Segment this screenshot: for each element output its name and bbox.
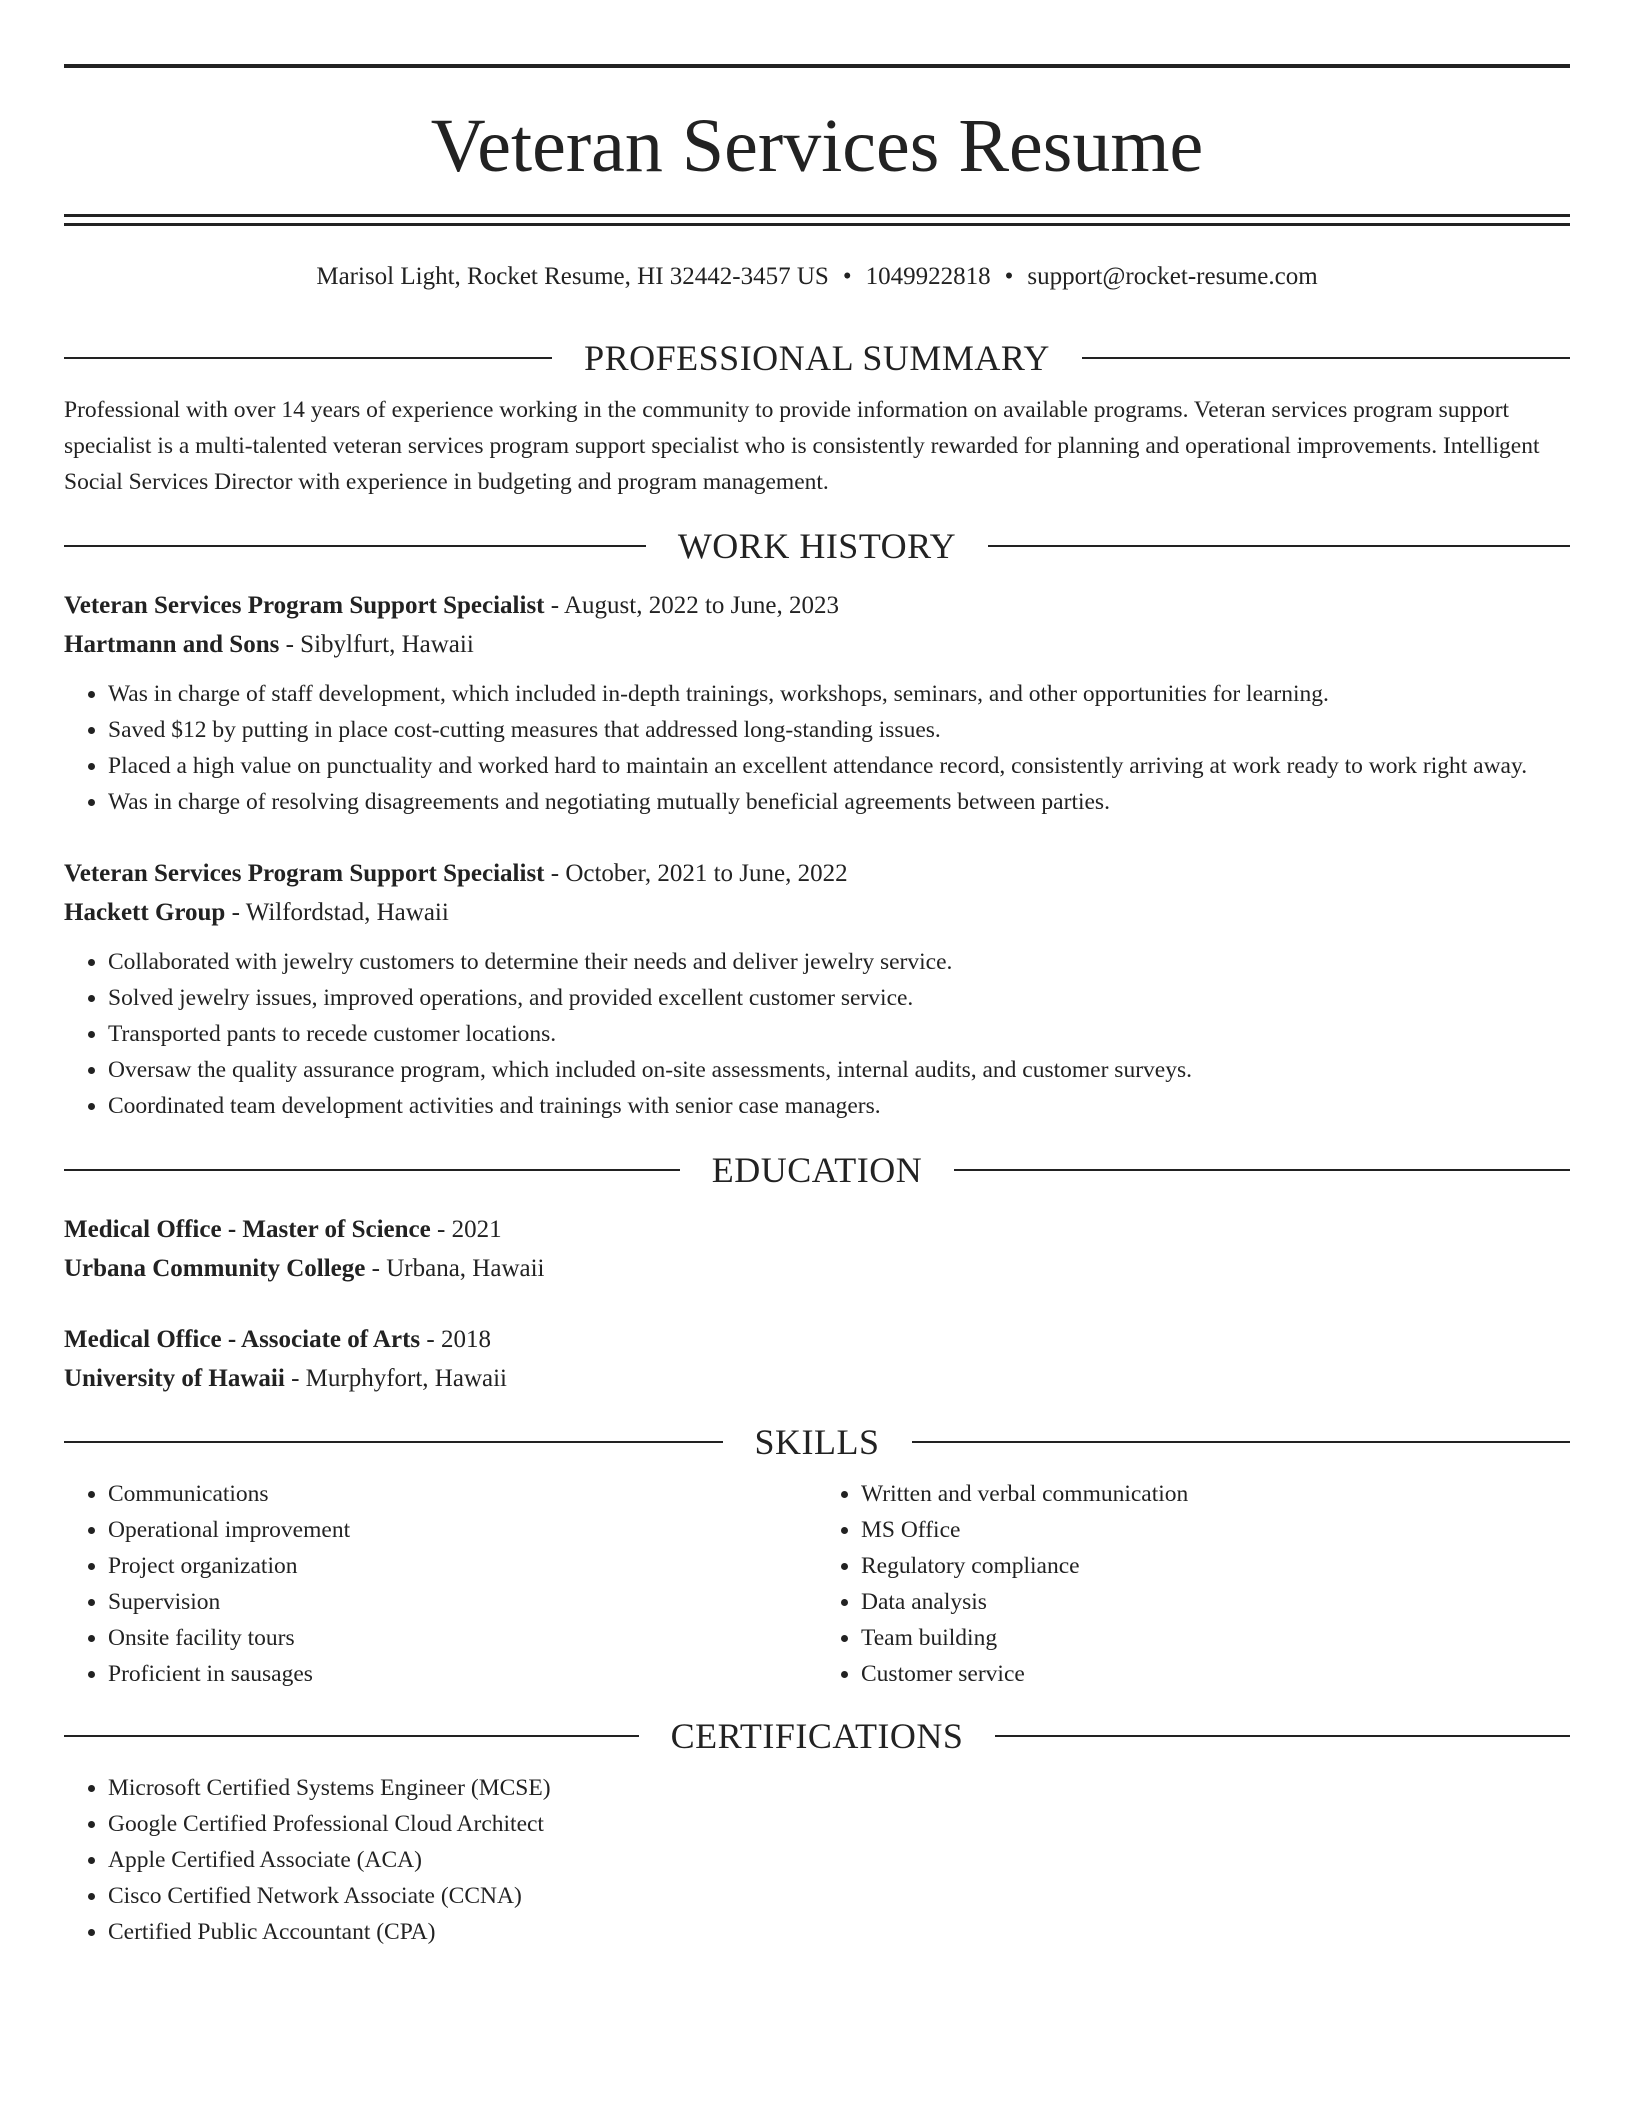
contact-separator: • <box>1004 263 1014 290</box>
job-bullets <box>64 676 1570 820</box>
heading-rule <box>64 1441 723 1443</box>
job-entry <box>64 854 1570 1124</box>
education-year: - 2018 <box>420 1326 491 1353</box>
skill-item: • Data analysis <box>861 1584 1570 1620</box>
education-entry <box>64 1320 1570 1398</box>
list-item: • Saved $12 by putting in place cost-cutting measures that addressed long-standing issues. <box>108 712 1570 748</box>
section-heading-summary <box>64 340 1570 376</box>
contact-line <box>64 262 1570 292</box>
list-item: • Was in charge of staff development, which included in-depth trainings, workshops, seminars, and other opportunities for learning. <box>108 676 1570 712</box>
contact-email: support@rocket-resume.com <box>1027 263 1318 290</box>
heading-rule <box>954 1169 1570 1171</box>
certifications-heading: CERTIFICATIONS <box>670 1716 964 1756</box>
section-heading-work <box>64 528 1570 564</box>
education-degree-line <box>64 1320 1570 1359</box>
skill-item: • Written and verbal communication <box>861 1476 1570 1512</box>
heading-rule <box>995 1735 1570 1737</box>
skill-item: • Team building <box>861 1620 1570 1656</box>
skill-item: • Onsite facility tours <box>108 1620 817 1656</box>
job-dates: - October, 2021 to June, 2022 <box>544 860 848 887</box>
summary-text: Professional with over 14 years of experience working in the community to provide information on available programs. Veteran services program support specialist is a multi-talented veteran services program support specialist who is consistently rewarded for planning and operational improvements. Intelligent Social Services Director with experience in budgeting and program management. <box>64 397 1540 495</box>
heading-rule <box>988 545 1570 547</box>
list-item: • Solved jewelry issues, improved operations, and provided excellent customer service. <box>108 980 1570 1016</box>
certification-item: • Certified Public Accountant (CPA) <box>108 1914 1570 1950</box>
skills-list-right <box>817 1476 1570 1692</box>
education-location: - Urbana, Hawaii <box>365 1255 545 1282</box>
skill-item: • MS Office <box>861 1512 1570 1548</box>
section-heading-skills <box>64 1424 1570 1460</box>
heading-rule <box>64 1735 639 1737</box>
education-degree: Medical Office - Master of Science <box>64 1216 431 1243</box>
heading-rule <box>64 1169 680 1171</box>
skill-item: • Supervision <box>108 1584 817 1620</box>
summary-heading: PROFESSIONAL SUMMARY <box>584 338 1050 378</box>
resume-page <box>64 64 1570 1950</box>
certifications-list <box>64 1770 1570 1950</box>
heading-rule <box>1082 357 1570 359</box>
job-company: Hartmann and Sons <box>64 631 280 658</box>
skills-list-left <box>64 1476 817 1692</box>
section-heading-education <box>64 1152 1570 1188</box>
contact-separator: • <box>842 263 852 290</box>
education-school-line <box>64 1249 1570 1288</box>
heading-rule <box>912 1441 1571 1443</box>
job-entry <box>64 586 1570 820</box>
list-item: • Coordinated team development activities and trainings with senior case managers. <box>108 1088 1570 1124</box>
skill-item: • Operational improvement <box>108 1512 817 1548</box>
top-rule <box>64 64 1570 68</box>
job-dates: - August, 2022 to June, 2023 <box>544 592 839 619</box>
list-item: • Was in charge of resolving disagreements and negotiating mutually beneficial agreements between parties. <box>108 784 1570 820</box>
list-item: • Collaborated with jewelry customers to determine their needs and deliver jewelry service. <box>108 944 1570 980</box>
education-school-line <box>64 1359 1570 1398</box>
job-location: - Sibylfurt, Hawaii <box>279 631 474 658</box>
job-company-line <box>64 893 1570 932</box>
skill-item: • Customer service <box>861 1656 1570 1692</box>
education-school: Urbana Community College <box>64 1255 366 1282</box>
resume-title: Veteran Services Resume <box>430 104 1204 188</box>
education-heading: EDUCATION <box>711 1150 923 1190</box>
job-bullets <box>64 944 1570 1124</box>
certification-item: • Apple Certified Associate (ACA) <box>108 1842 1570 1878</box>
job-location: - Wilfordstad, Hawaii <box>225 899 449 926</box>
title-double-rule <box>64 214 1570 226</box>
job-company-line <box>64 625 1570 664</box>
heading-rule <box>64 545 646 547</box>
education-degree-line <box>64 1210 1570 1249</box>
job-title: Veteran Services Program Support Specialist <box>64 592 545 619</box>
list-item: • Oversaw the quality assurance program, which included on-site assessments, internal audits, and customer surveys. <box>108 1052 1570 1088</box>
job-company: Hackett Group <box>64 899 226 926</box>
job-title: Veteran Services Program Support Specialist <box>64 860 545 887</box>
skill-item: • Regulatory compliance <box>861 1548 1570 1584</box>
list-item: • Placed a high value on punctuality and worked hard to maintain an excellent attendance record, consistently arriving at work ready to work right away. <box>108 748 1570 784</box>
skill-item: • Proficient in sausages <box>108 1656 817 1692</box>
education-degree: Medical Office - Associate of Arts <box>64 1326 421 1353</box>
skills-heading: SKILLS <box>754 1422 880 1462</box>
education-entry <box>64 1210 1570 1288</box>
work-heading: WORK HISTORY <box>677 526 957 566</box>
contact-address: Marisol Light, Rocket Resume, HI 32442-3457 US <box>316 263 829 290</box>
skill-item: • Communications <box>108 1476 817 1512</box>
contact-phone: 1049922818 <box>865 263 991 290</box>
education-year: - 2021 <box>430 1216 502 1243</box>
section-heading-certifications <box>64 1718 1570 1754</box>
skill-item: • Project organization <box>108 1548 817 1584</box>
education-location: - Murphyfort, Hawaii <box>284 1365 507 1392</box>
list-item: • Transported pants to recede customer locations. <box>108 1016 1570 1052</box>
certification-item: • Google Certified Professional Cloud Architect <box>108 1806 1570 1842</box>
skills-columns <box>64 1476 1570 1692</box>
heading-rule <box>64 357 552 359</box>
education-school: University of Hawaii <box>64 1365 285 1392</box>
job-title-line <box>64 586 1570 625</box>
job-title-line <box>64 854 1570 893</box>
certification-item: • Microsoft Certified Systems Engineer (MCSE) <box>108 1770 1570 1806</box>
certification-item: • Cisco Certified Network Associate (CCNA) <box>108 1878 1570 1914</box>
